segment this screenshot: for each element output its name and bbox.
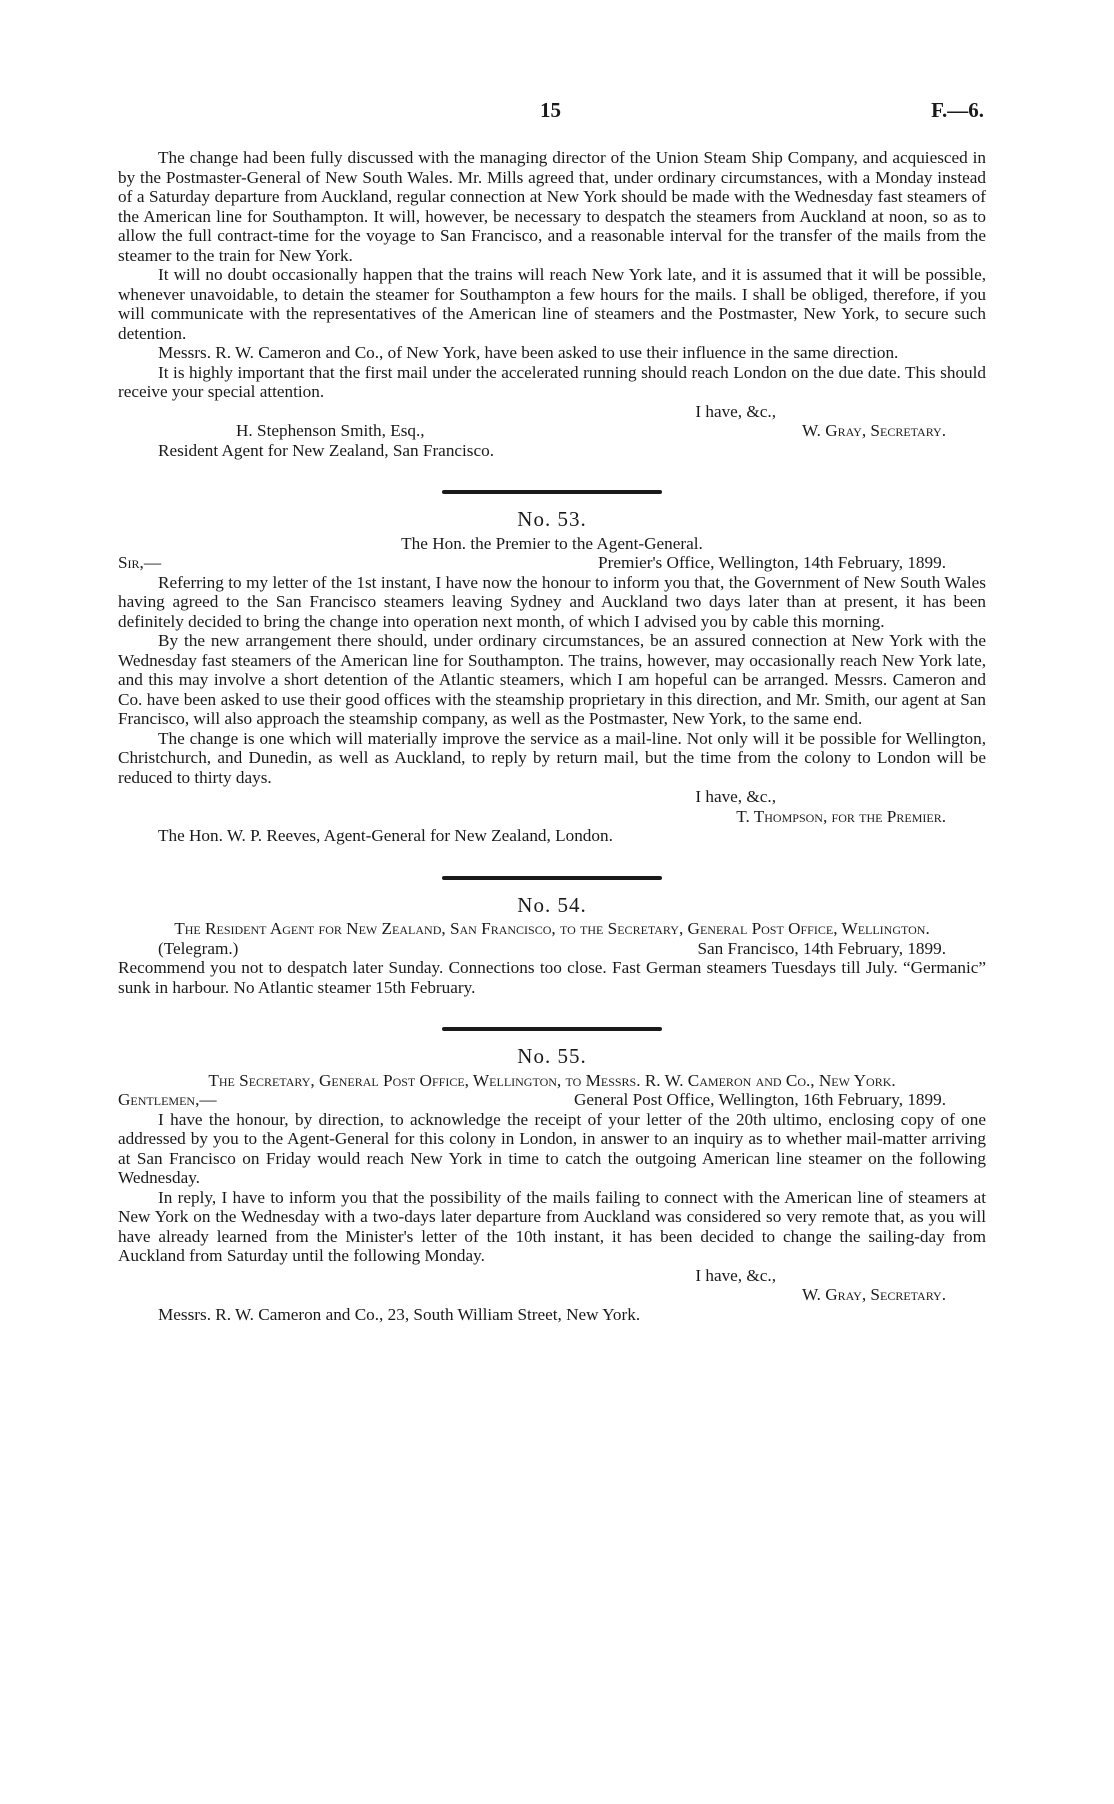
letter-53	[118, 507, 986, 846]
letter-title: The Hon. the Premier to the Agent-General.	[401, 533, 703, 553]
paragraph: By the new arrangement there should, under ordinary circumstances, be an assured connection at New York with the Wednesday fast steamers of the American line for Southampton. The trains, however, may occasionally reach New York late, and this may involve a short detention of the Atlantic steamers, which I am hopeful can be arranged. Messrs. Cameron and Co. have been asked to use their good offices with the steamship proprietary in this direction, and Mr. Smith, our agent at San Francisco, will also approach the steamship company, as well as the Postmaster, New York, to the same end.	[118, 631, 986, 728]
closing: I have, &c.,	[695, 401, 776, 421]
letter-54	[118, 892, 986, 998]
document-body	[118, 148, 986, 1324]
addressee: The Hon. W. P. Reeves, Agent-General for New Zealand, London.	[158, 826, 613, 845]
signature: T. Thompson, for the Premier.	[736, 806, 946, 826]
salutation-line	[118, 1090, 986, 1110]
telegram-body: Recommend you not to despatch later Sunday. Connections too close. Fast German steamers Tuesdays till July. “Germanic” sunk in harbour. No Atlantic steamer 15th February.	[118, 958, 986, 997]
page-header	[0, 98, 1114, 128]
addressee-title: Resident Agent for New Zealand, San Francisco.	[158, 440, 495, 460]
paragraph: In reply, I have to inform you that the possibility of the mails failing to connect with the American line of steamers at New York on the Wednesday with a two-days later departure from Auckland was considered so very remote that, as you will have already learned from the Minister's letter of the 10th instant, it has been decided to change the sailing-day from Auckland from Saturday until the following Monday.	[118, 1187, 986, 1265]
letter-number: No. 55.	[517, 1044, 587, 1068]
place-date: San Francisco, 14th February, 1899.	[697, 938, 946, 958]
page-number: 15	[540, 98, 561, 122]
letter-title: The Secretary, General Post Office, Wellington, to Messrs. R. W. Cameron and Co., New York.	[208, 1070, 896, 1090]
section-divider	[442, 876, 662, 880]
telegram-line	[118, 939, 986, 959]
page-reference: F.—6.	[931, 98, 984, 122]
signature-line	[118, 421, 986, 441]
addressee: Messrs. R. W. Cameron and Co., 23, South William Street, New York.	[158, 1304, 641, 1324]
letter-number: No. 53.	[517, 507, 587, 531]
paragraph: I have the honour, by direction, to acknowledge the receipt of your letter of the 20th ultimo, enclosing copy of one addressed by you to the Agent-General for this colony in London, in answer to an inquiry as to whether mail-matter arriving at San Francisco on Friday would reach New York in time to catch the outgoing American line steamer on the following Wednesday.	[118, 1109, 986, 1187]
addressee: H. Stephenson Smith, Esq.,	[236, 421, 425, 440]
section-divider	[442, 1027, 662, 1031]
letter-52-continuation	[118, 148, 986, 460]
letter-title: The Resident Agent for New Zealand, San Francisco, to the Secretary, General Post Office, Wellington.	[174, 919, 930, 938]
place-date: General Post Office, Wellington, 16th February, 1899.	[573, 1090, 946, 1109]
paragraph: It will no doubt occasionally happen that the trains will reach New York late, and it is assumed that it will be possible, whenever unavoidable, to detain the steamer for Southampton a few hours for the mails. I shall be obliged, therefore, if you will communicate with the representatives of the American line of steamers and the Postmaster, New York, to secure such detention.	[118, 265, 986, 343]
signature: W. Gray, Secretary.	[801, 421, 946, 440]
paragraph: The change had been fully discussed with the managing director of the Union Steam Ship Company, and acquiesced in by the Postmaster-General of New South Wales. Mr. Mills agreed that, under ordinary circumstances, with a Monday instead of a Saturday departure from Auckland, regular connection at New York should be made with the Wednesday fast steamers of the American line for Southampton. It will, however, be necessary to despatch the steamers from Auckland at noon, so as to allow the full contract-time for the voyage to San Francisco, and a reasonable interval for the transfer of the mails from the steamer to the train for New York.	[118, 148, 986, 265]
paragraph: Referring to my letter of the 1st instant, I have now the honour to inform you that, the Government of New South Wales having agreed to the San Francisco steamers leaving Sydney and Auckland two days later than at present, it has been definitely decided to bring the change into operation next month, of which I advised you by cable this morning.	[118, 572, 986, 631]
letter-55	[118, 1044, 986, 1324]
paragraph: It is highly important that the first mail under the accelerated running should reach London on the due date. This should receive your special attention.	[118, 362, 986, 401]
telegram-label: (Telegram.)	[158, 938, 239, 958]
salutation-line	[118, 553, 986, 573]
paragraph: Messrs. R. W. Cameron and Co., of New York, have been asked to use their influence in the same direction.	[158, 343, 899, 362]
closing: I have, &c.,	[695, 787, 776, 806]
letter-number: No. 54.	[517, 892, 587, 917]
section-divider	[442, 490, 662, 494]
salutation: Gentlemen,—	[118, 1090, 217, 1109]
place-date: Premier's Office, Wellington, 14th February, 1899.	[598, 553, 946, 572]
closing: I have, &c.,	[695, 1265, 776, 1285]
signature: W. Gray, Secretary.	[801, 1285, 946, 1304]
paragraph: The change is one which will materially improve the service as a mail-line. Not only will it be possible for Wellington, Christchurch, and Dunedin, as well as Auckland, to reply by return mail, but the time from the colony to London will be reduced to thirty days.	[118, 728, 986, 787]
salutation: Sir,—	[118, 553, 162, 572]
